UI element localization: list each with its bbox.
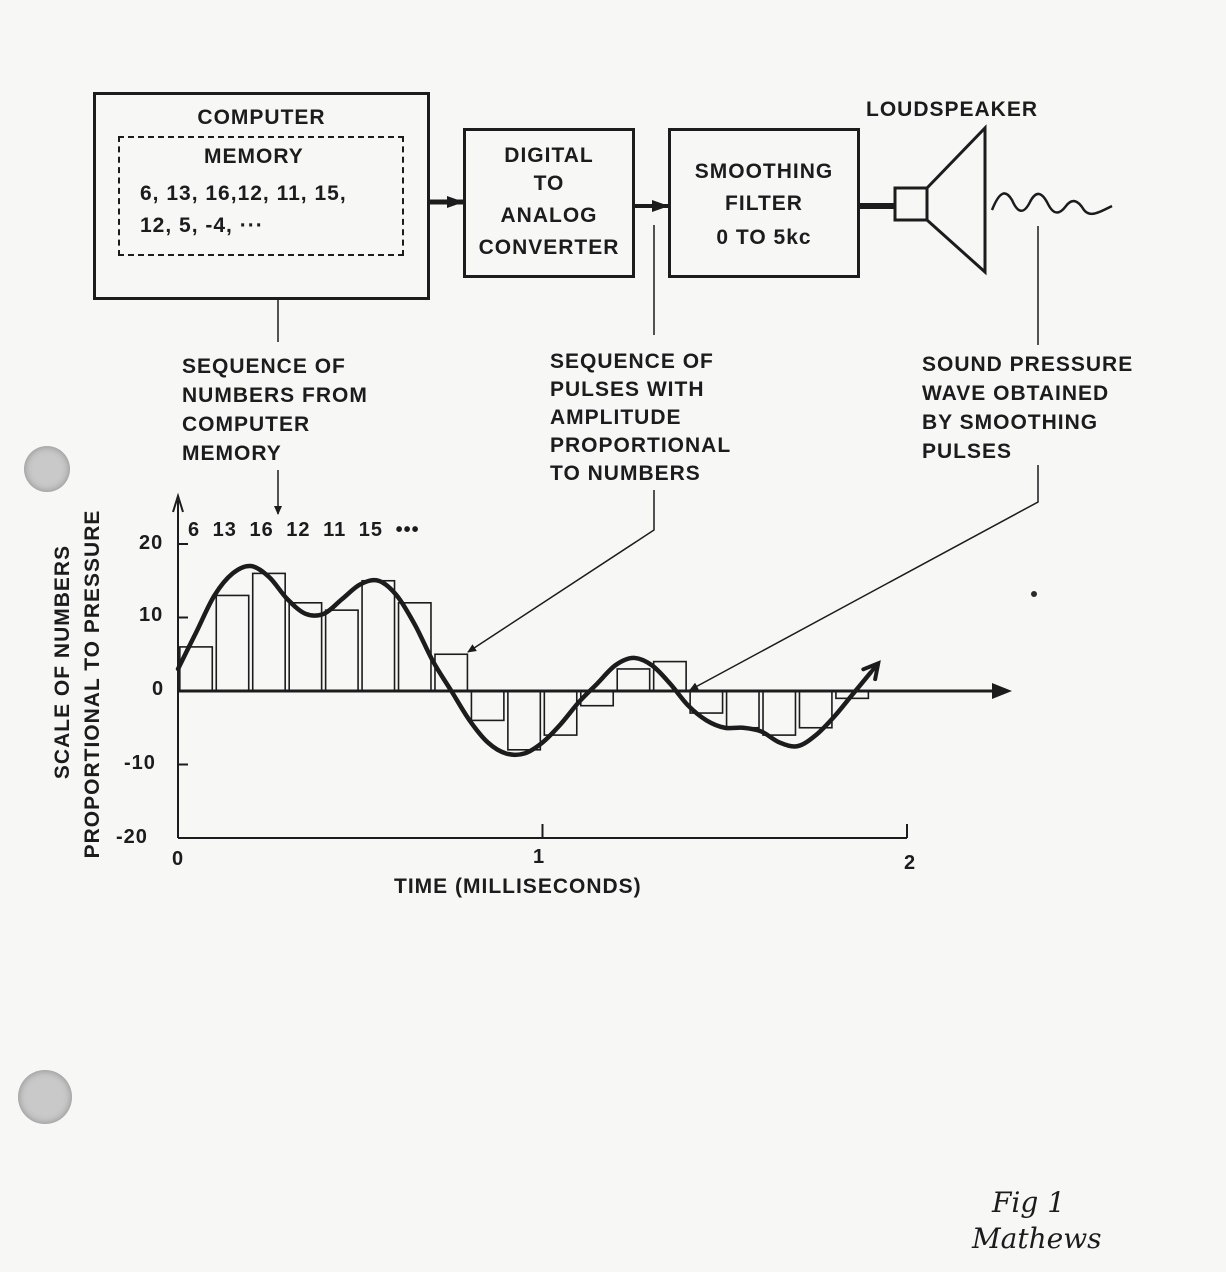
handwritten-author: Mathews xyxy=(972,1222,1102,1255)
numbers-annotation-line4: MEMORY xyxy=(182,442,282,465)
wave-annotation-line2: WAVE OBTAINED xyxy=(922,382,1110,405)
pulse-bar xyxy=(617,669,649,691)
pulse-bar xyxy=(763,691,795,735)
pulses-annotation-line4: PROPORTIONAL xyxy=(550,434,732,457)
numbers-annotation-line2: NUMBERS FROM xyxy=(182,384,368,407)
handwritten-figure-label: Fig 1 xyxy=(992,1186,1066,1219)
dac-label-line2: TO xyxy=(533,172,565,195)
dac-label-line4: CONVERTER xyxy=(478,236,620,259)
y-tick-label-0: 0 xyxy=(152,678,165,700)
pulse-bar xyxy=(362,581,394,691)
memory-values-line1: 6, 13, 16,12, 11, 15, xyxy=(140,182,347,205)
filter-label-line1: SMOOTHING xyxy=(694,160,834,183)
pulse-bar xyxy=(727,691,759,728)
y-tick-label-minus10: -10 xyxy=(124,752,156,774)
smoothed-wave-line xyxy=(178,566,871,755)
zero-line-arrowhead xyxy=(992,683,1012,699)
wave-annotation-line4: PULSES xyxy=(922,440,1013,463)
filter-label-line2: FILTER xyxy=(725,192,803,215)
sequence-label: 6 13 16 12 11 15 ••• xyxy=(188,519,420,541)
memory-label: MEMORY xyxy=(204,145,304,168)
chart xyxy=(173,496,1012,838)
memory-values-line2: 12, 5, -4, ··· xyxy=(140,214,264,237)
leader-line-pulses-arrow xyxy=(468,490,654,652)
y-axis-title-line1: SCALE OF NUMBERS xyxy=(51,544,74,780)
pulse-bar xyxy=(508,691,540,750)
filter-label-line3: 0 TO 5kc xyxy=(716,226,812,249)
y-axis-title-line2: PROPORTIONAL TO PRESSURE xyxy=(81,509,104,859)
y-tick-label-minus20: -20 xyxy=(116,826,148,848)
y-tick-label-10: 10 xyxy=(139,604,164,626)
dac-label-line1: DIGITAL xyxy=(504,144,594,167)
dac-label-line3: ANALOG xyxy=(500,204,598,227)
pulse-bar xyxy=(326,610,358,691)
sound-wave-icon xyxy=(992,193,1112,213)
y-tick-label-20: 20 xyxy=(139,532,164,554)
pulses-annotation-line1: SEQUENCE OF xyxy=(550,350,714,373)
pulse-bar xyxy=(471,691,503,720)
wave-annotation-line3: BY SMOOTHING xyxy=(922,411,1099,434)
x-tick-label-1: 1 xyxy=(533,846,546,868)
x-tick-label-2: 2 xyxy=(904,852,917,874)
computer-label: COMPUTER xyxy=(197,106,326,129)
pulses-annotation-line2: PULSES WITH xyxy=(550,378,705,401)
loudspeaker-label: LOUDSPEAKER xyxy=(866,98,1039,121)
pulse-bar xyxy=(216,595,248,691)
pulses-annotation-line3: AMPLITUDE xyxy=(550,406,682,429)
numbers-annotation-line1: SEQUENCE OF xyxy=(182,355,346,378)
x-tick-label-0: 0 xyxy=(172,848,185,870)
leader-line-wave-arrow xyxy=(690,465,1038,690)
speaker-cone xyxy=(927,128,985,272)
pulses-annotation-line5: TO NUMBERS xyxy=(550,462,701,485)
speaker-magnet xyxy=(895,188,927,220)
wave-annotation-line1: SOUND PRESSURE xyxy=(922,353,1134,376)
x-axis-title: TIME (MILLISECONDS) xyxy=(394,875,642,898)
numbers-annotation-line3: COMPUTER xyxy=(182,413,311,436)
speck xyxy=(1031,591,1037,597)
